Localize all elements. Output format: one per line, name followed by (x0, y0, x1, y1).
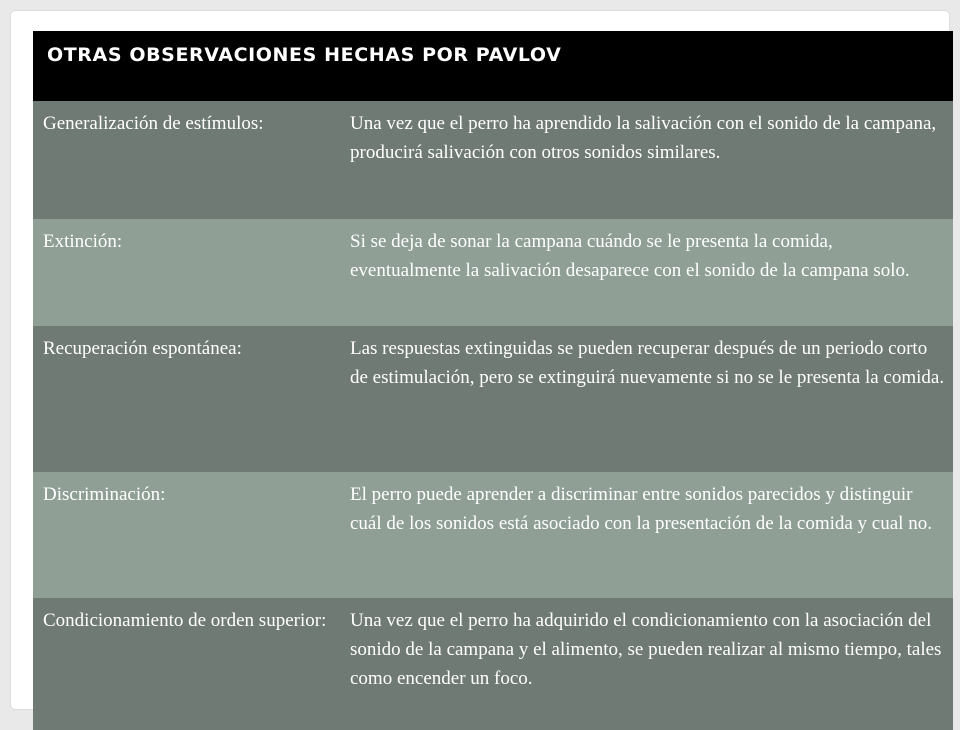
table-header (33, 31, 953, 101)
description-cell: Una vez que el perro ha aprendido la salivación con el sonido de la campana, producirá salivación con otros sonidos similares. (350, 113, 937, 163)
table-row (33, 598, 953, 730)
description-cell: Si se deja de sonar la campana cuándo se le presenta la comida, eventualmente la salivación desaparece con el sonido de la campana solo. (350, 231, 910, 281)
description-cell: Las respuestas extinguidas se pueden recuperar después de un periodo corto de estimulación, pero se extinguirá nuevamente si no se le presenta la comida. (350, 338, 945, 388)
term-cell: Discriminación: (43, 484, 166, 505)
observations-table (33, 31, 953, 710)
table-row (33, 219, 953, 326)
slide (11, 11, 949, 709)
term-cell: Generalización de estímulos: (43, 113, 264, 134)
term-cell: Condicionamiento de orden superior: (43, 610, 327, 631)
description-cell: El perro puede aprender a discriminar entre sonidos parecidos y distinguir cuál de los sonidos está asociado con la presentación de la comida y cual no. (350, 484, 932, 534)
term-cell: Extinción: (43, 231, 123, 252)
table-row (33, 101, 953, 219)
term-cell: Recuperación espontánea: (43, 338, 242, 359)
table-row (33, 472, 953, 598)
table-row (33, 326, 953, 472)
description-cell: Una vez que el perro ha adquirido el condicionamiento con la asociación del sonido de la campana y el alimento, se pueden realizar al mismo tiempo, tales como encender un foco. (350, 610, 942, 689)
table-title: OTRAS OBSERVACIONES HECHAS POR PAVLOV (47, 44, 562, 66)
